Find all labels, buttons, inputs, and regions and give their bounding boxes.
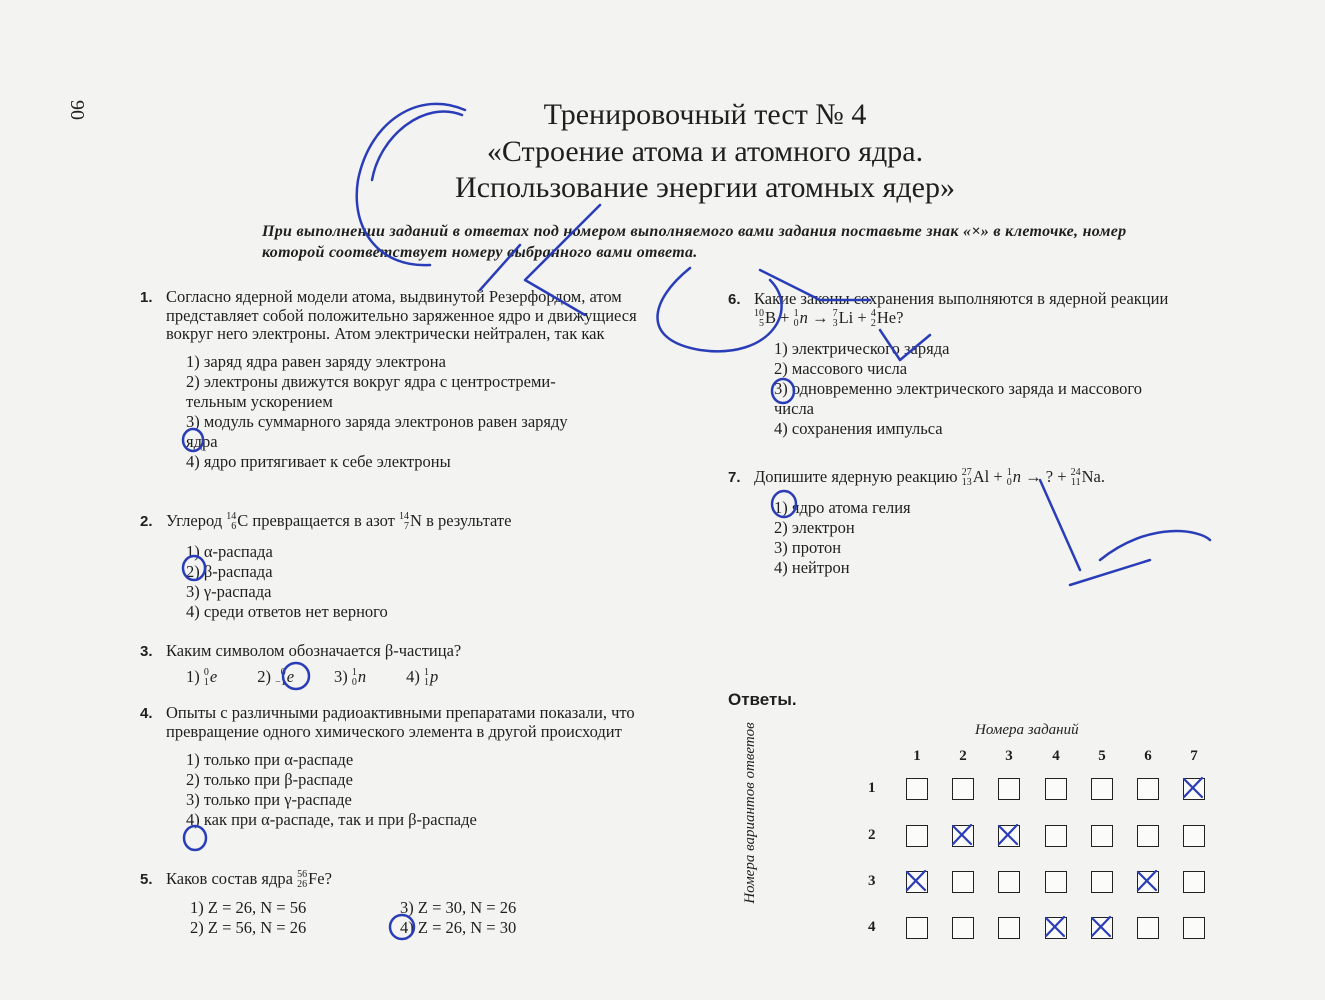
question-3 [140, 642, 670, 688]
question-5 [140, 870, 670, 938]
option-2[interactable]: 2) Z = 56, N = 26 [190, 918, 307, 938]
answer-box[interactable] [998, 871, 1020, 893]
answer-box[interactable] [1045, 778, 1067, 800]
answer-box[interactable] [906, 778, 928, 800]
option-1[interactable]: 1) α-распада [186, 542, 273, 562]
answer-box[interactable] [1045, 871, 1067, 893]
question-text: Какие законы сохранения выполняются в ядерной реакции 10 5 B + 1 0 n → 7 3 Li + 4 2 He? [754, 289, 1169, 329]
option-1[interactable]: 1) ядро атома гелия [774, 498, 911, 518]
answer-box[interactable] [906, 917, 928, 939]
answer-box[interactable] [1091, 871, 1113, 893]
question-text: Каков состав ядра 56 26 Fe? [166, 869, 332, 891]
cross-mark-icon [1090, 916, 1112, 938]
question-6 [728, 290, 1278, 439]
task-number-5: 5 [1098, 748, 1106, 764]
question-7 [728, 468, 1278, 578]
answer-box[interactable] [1183, 825, 1205, 847]
test-title-line-1: Тренировочный тест № 4 [543, 98, 867, 131]
test-title-line-3: Использование энергии атомных ядер» [455, 171, 955, 204]
answer-box[interactable] [1045, 825, 1067, 847]
option-4[interactable]: 4) как при α-распаде, так и при β-распаде [186, 810, 477, 829]
answer-box[interactable] [1137, 778, 1159, 800]
answer-box[interactable] [1183, 778, 1205, 800]
answer-box[interactable] [998, 917, 1020, 939]
cross-mark-icon [951, 824, 973, 846]
option-2[interactable]: 2) 0 −1 e [257, 666, 295, 688]
question-text: Допишите ядерную реакцию 27 13 Al + 1 0 n → ? + 24 11 Na. [754, 467, 1106, 489]
option-3[interactable]: 3) 1 0 n [334, 666, 367, 688]
option-4[interactable]: 4) нейтрон [774, 558, 850, 578]
cross-mark-icon [905, 870, 927, 892]
question-number: 7. [728, 469, 741, 486]
question-number: 3. [140, 643, 153, 660]
task-number-3: 3 [1005, 748, 1013, 764]
answer-box[interactable] [1137, 825, 1159, 847]
option-3[interactable]: 3) Z = 30, N = 26 [400, 898, 517, 918]
question-number: 1. [140, 289, 153, 306]
option-4[interactable]: 4) Z = 26, N = 30 [400, 918, 517, 938]
variant-numbers-caption: Номера вариантов ответов [742, 722, 758, 904]
variant-number-4: 4 [868, 919, 876, 935]
task-numbers-caption: Номера заданий [975, 722, 1079, 738]
answer-box[interactable] [952, 917, 974, 939]
option-1[interactable]: 1) заряд ядра равен заряду электрона [186, 351, 446, 371]
cross-mark-icon [1136, 870, 1158, 892]
option-2[interactable]: 2) массового числа [774, 358, 908, 378]
question-number: 4. [140, 705, 153, 722]
question-2 [140, 512, 670, 622]
option-1[interactable]: 1) 0 1 e [186, 666, 218, 688]
option-4[interactable]: 4) 1 1 p [406, 666, 439, 688]
answer-box[interactable] [906, 825, 928, 847]
option-3[interactable]: 3) протон [774, 538, 842, 558]
answer-box[interactable] [998, 825, 1020, 847]
option-3[interactable]: 3) одновременно электрического заряда и массового [774, 378, 1142, 398]
answer-box[interactable] [906, 871, 928, 893]
answer-box[interactable] [1183, 917, 1205, 939]
question-number: 5. [140, 871, 153, 888]
option-2-continued: тельным ускорением [186, 391, 333, 411]
option-4[interactable]: 4) ядро притягивает к себе электроны [186, 451, 451, 471]
option-1[interactable]: 1) электрического заряда [774, 338, 950, 358]
option-1[interactable]: 1) Z = 26, N = 56 [190, 898, 307, 918]
answer-box[interactable] [1045, 917, 1067, 939]
answer-box[interactable] [1091, 778, 1113, 800]
option-2[interactable]: 2) электрон [774, 518, 855, 538]
question-number: 6. [728, 291, 741, 308]
option-3[interactable]: 3) γ-распада [186, 582, 272, 602]
option-3[interactable]: 3) только при γ-распаде [186, 790, 352, 809]
answer-box[interactable] [1091, 917, 1113, 939]
option-2[interactable]: 2) электроны движутся вокруг ядра с центростреми- [186, 371, 556, 391]
question-text: Опыты с различными радиоактивными препаратами показали, что превращение одного химического элемента в другой происходит [166, 703, 635, 741]
answer-box[interactable] [1183, 871, 1205, 893]
question-text: Согласно ядерной модели атома, выдвинутой Резерфордом, атом представляет собой положительно заряженное ядро и движущиеся вокруг него электроны. Атом электрически нейтрален, так как [166, 287, 637, 343]
option-4[interactable]: 4) среди ответов нет верного [186, 602, 388, 622]
task-number-6: 6 [1144, 748, 1152, 764]
answer-box[interactable] [1091, 825, 1113, 847]
option-2[interactable]: 2) β-распада [186, 562, 273, 582]
question-text: Каким символом обозначается β-частица? [166, 641, 462, 660]
option-4[interactable]: 4) сохранения импульса [774, 418, 943, 438]
variant-number-1: 1 [868, 780, 876, 796]
answer-box[interactable] [952, 871, 974, 893]
answer-box[interactable] [1137, 871, 1159, 893]
option-3[interactable]: 3) модуль суммарного заряда электронов равен заряду [186, 411, 568, 431]
option-1[interactable]: 1) только при α-распаде [186, 750, 354, 769]
task-number-4: 4 [1052, 748, 1060, 764]
answer-box[interactable] [952, 778, 974, 800]
answers-title: Ответы. [728, 690, 797, 709]
question-number: 2. [140, 513, 153, 530]
test-title-line-2: «Строение атома и атомного ядра. [486, 135, 924, 168]
answer-box[interactable] [998, 778, 1020, 800]
variant-number-3: 3 [868, 873, 876, 889]
task-number-1: 1 [913, 748, 921, 764]
answer-box[interactable] [1137, 917, 1159, 939]
question-4 [140, 704, 670, 830]
answer-box[interactable] [952, 825, 974, 847]
task-number-7: 7 [1190, 748, 1198, 764]
option-2[interactable]: 2) только при β-распаде [186, 770, 353, 789]
option-3-continued: числа [774, 398, 815, 418]
option-3-continued: ядра [186, 431, 218, 451]
cross-mark-icon [1182, 777, 1204, 799]
question-text: Углерод 14 6 C превращается в азот 14 7 N в результате [166, 511, 512, 533]
page-number: 90 [66, 100, 88, 120]
cross-mark-icon [1044, 916, 1066, 938]
cross-mark-icon [997, 824, 1019, 846]
task-number-2: 2 [959, 748, 967, 764]
instructions: При выполнении заданий в ответах под номером выполняемого вами задания поставьте знак «×» в клеточке, номер которой соответствует номеру выбранного вами ответа. [262, 223, 1127, 261]
question-1 [140, 288, 670, 472]
variant-number-2: 2 [868, 827, 876, 843]
